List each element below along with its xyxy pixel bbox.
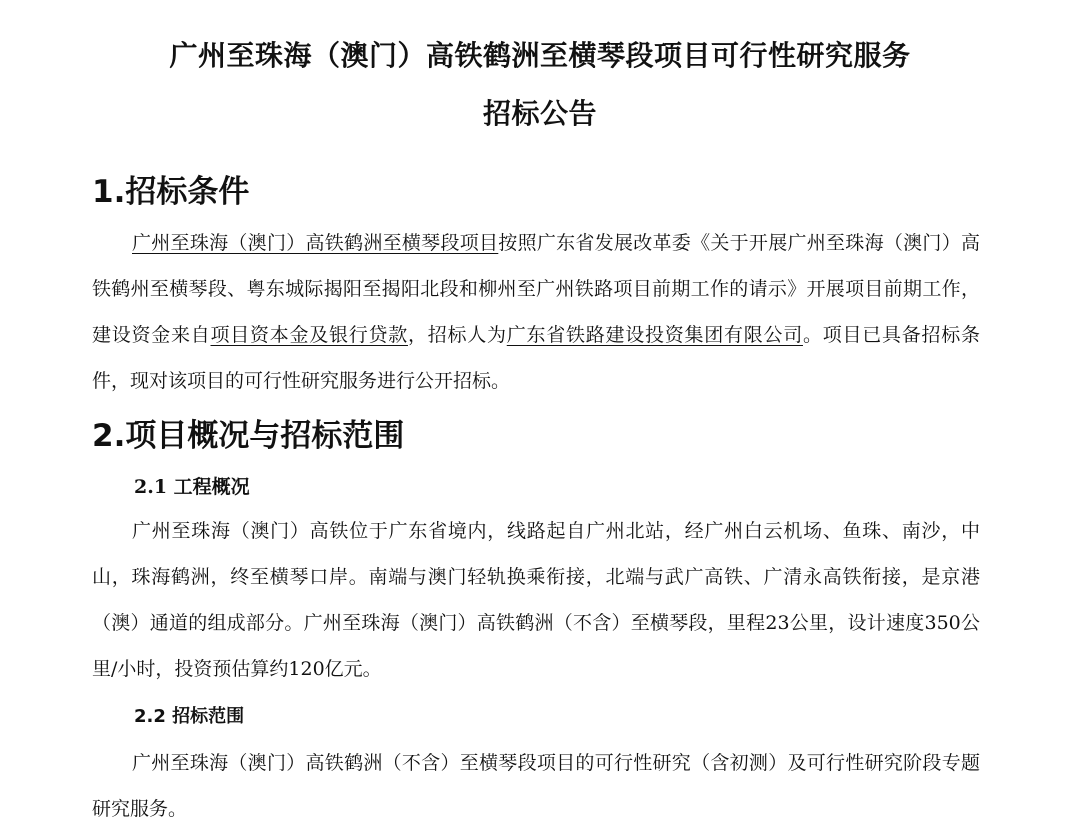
project-name-underlined: 广州至珠海（澳门）高铁鹤洲至横琴段项目 [132,232,499,254]
paragraph-text: 按照广东省发展改革委《关于开展广州至珠海（澳门）高铁鹤州至横琴段、粤东城际揭阳至揭阳北段和柳州至广州铁路项目前期工作的请示》开展项目前期工作，建设资金来自 [92,232,980,346]
subsection-2-1-heading: 2.1 工程概况 [134,476,250,498]
document-subtitle: 招标公告 [482,97,597,130]
section-2-heading: 2.项目概况与招标范围 [92,418,405,454]
subsection-2-2-paragraph: 广州至珠海（澳门）高铁鹤洲（不含）至横琴段项目的可行性研究（含初测）及可行性研究阶段专题研究服务。 [92,752,980,820]
subsection-2-2-heading: 2.2 招标范围 [134,706,245,727]
subsection-2-1-paragraph: 广州至珠海（澳门）高铁位于广东省境内，线路起自广州北站，经广州白云机场、鱼珠、南沙，中山，珠海鹤洲，终至横琴口岸。南端与澳门轻轨换乘衔接，北端与武广高铁、广清永高铁衔接，是京港（澳）通道的组成部分。广州至珠海（澳门）高铁鹤洲（不含）至横琴段，里程23公里，设计速度350公里/小时，投资预估算约120亿元。 [92,520,980,680]
section-1-paragraph [92,220,980,404]
paragraph-text: 。项目已具备招标条件，现对该项目的可行性研究服务进行公开招标。 [92,324,980,392]
paragraph-text: ，招标人为 [407,324,507,346]
fund-source-underlined: 项目资本金及银行贷款 [210,324,408,346]
section-1-heading: 1.招标条件 [92,174,250,210]
tenderer-underlined: 广东省铁路建设投资集团有限公司 [506,324,803,346]
document-title: 广州至珠海（澳门）高铁鹤洲至横琴段项目可行性研究服务 [169,39,911,72]
